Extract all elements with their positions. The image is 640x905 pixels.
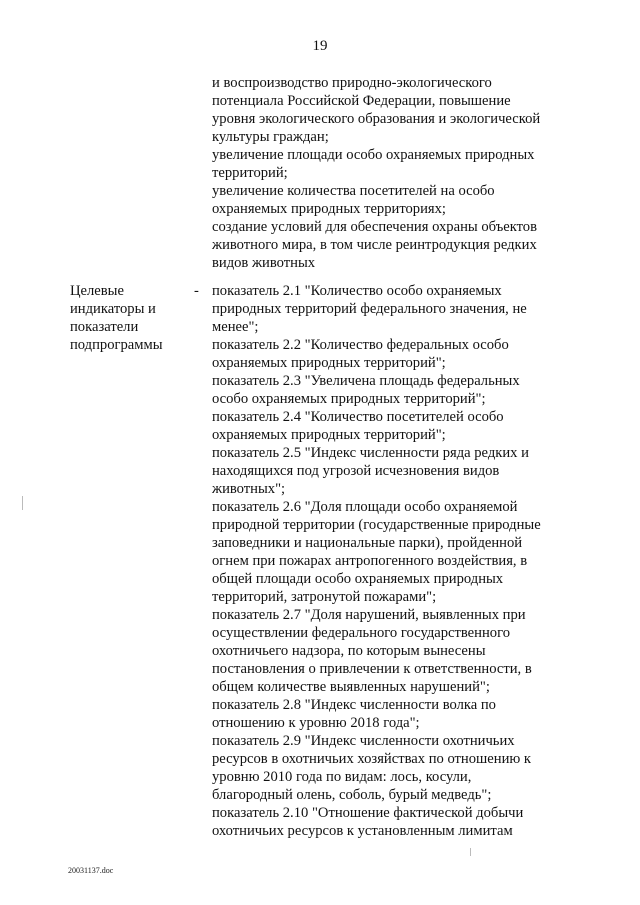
text-line: постановления о привлечении к ответственности, в xyxy=(212,661,532,677)
text-line: находящихся под угрозой исчезновения видов xyxy=(212,463,500,479)
label-line: индикаторы и xyxy=(70,301,156,317)
indicators-list xyxy=(212,282,632,840)
text-line: заповедники и национальные парки), пройденной xyxy=(212,535,523,551)
label-line: Целевые xyxy=(70,283,124,299)
text-line: увеличение площади особо охраняемых природных xyxy=(212,147,535,163)
text-line: показатель 2.10 "Отношение фактической добычи xyxy=(212,805,524,821)
text-line: общем количестве выявленных нарушений"; xyxy=(212,679,490,695)
text-line: охотничьих ресурсов к установленным лимитам xyxy=(212,823,513,839)
text-line: показатель 2.4 "Количество посетителей особо xyxy=(212,409,504,425)
text-line: культуры граждан; xyxy=(212,129,329,145)
text-line: и воспроизводство природно-экологического xyxy=(212,75,492,91)
scan-speck xyxy=(22,496,23,510)
label-line: показатели xyxy=(70,319,139,335)
text-line: показатель 2.7 "Доля нарушений, выявленных при xyxy=(212,607,526,623)
indicators-section xyxy=(70,282,635,842)
text-line: увеличение количества посетителей на особо xyxy=(212,183,495,199)
text-line: показатель 2.1 "Количество особо охраняемых xyxy=(212,283,502,299)
text-line: показатель 2.9 "Индекс численности охотничьих xyxy=(212,733,515,749)
text-line: территорий, затронутой пожарами"; xyxy=(212,589,437,605)
text-line: особо охраняемых природных территорий"; xyxy=(212,391,486,407)
text-line: территорий; xyxy=(212,165,288,181)
label-dash: - xyxy=(194,283,199,299)
text-line: показатель 2.2 "Количество федеральных особо xyxy=(212,337,509,353)
text-line: общей площади особо охраняемых природных xyxy=(212,571,504,587)
text-line: показатель 2.6 "Доля площади особо охраняемой xyxy=(212,499,518,515)
text-line: ресурсов в охотничьих хозяйствах по отношению к xyxy=(212,751,532,767)
label-line: подпрограммы xyxy=(70,337,163,353)
text-line: охотничьего надзора, по которым вынесены xyxy=(212,643,486,659)
text-line: животных"; xyxy=(212,481,286,497)
text-line: видов животных xyxy=(212,255,316,271)
text-line: осуществлении федерального государственного xyxy=(212,625,510,641)
text-line: природной территории (государственные природные xyxy=(212,517,541,533)
text-line: охраняемых природных территорий"; xyxy=(212,427,446,443)
text-line: благородный олень, соболь, бурый медведь"; xyxy=(212,787,492,803)
page-number: 19 xyxy=(312,38,328,54)
text-line: уровню 2010 года по видам: лось, косули, xyxy=(212,769,472,785)
text-line: создание условий для обеспечения охраны объектов xyxy=(212,219,537,235)
text-line: показатель 2.5 "Индекс численности ряда редких и xyxy=(212,445,529,461)
intro-text xyxy=(212,74,632,272)
text-line: огнем при пожарах антропогенного воздействия, в xyxy=(212,553,528,569)
text-line: менее"; xyxy=(212,319,259,335)
text-line: показатель 2.3 "Увеличена площадь федеральных xyxy=(212,373,520,389)
text-line: показатель 2.8 "Индекс численности волка по xyxy=(212,697,496,713)
text-line: природных территорий федерального значения, не xyxy=(212,301,527,317)
section-label xyxy=(70,282,180,354)
text-line: уровня экологического образования и экологической xyxy=(212,111,541,127)
text-line: отношению к уровню 2018 года"; xyxy=(212,715,420,731)
file-name-footer: 20031137.doc xyxy=(68,866,114,875)
scan-speck xyxy=(470,848,471,856)
text-line: животного мира, в том числе реинтродукция редких xyxy=(212,237,537,253)
text-line: потенциала Российской Федерации, повышение xyxy=(212,93,511,109)
text-line: охраняемых природных территорий"; xyxy=(212,355,446,371)
text-line: охраняемых природных территориях; xyxy=(212,201,446,217)
